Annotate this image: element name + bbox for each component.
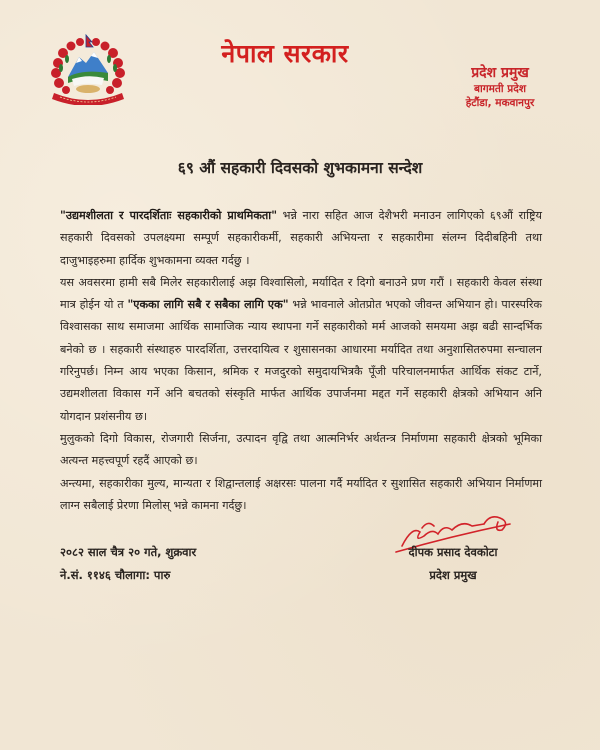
slogan-bold: "उद्यमशीलता र पारदर्शिताः सहकारीको प्राथमिकता" — [60, 209, 278, 222]
paragraph-2 — [60, 272, 542, 428]
paragraph-text: मुलुकको दिगो विकास, रोजगारी सिर्जना, उत्पादन वृद्वि तथा आत्मनिर्भर अर्थतन्त्र निर्माणमा सहकारी क्षेत्रको भूमिका अत्यन्त महत्त्वपूर्ण रहदैं आएको छ। — [60, 431, 542, 468]
motto-bold: "एकका लागि सबै र सबैका लागि एक" — [127, 298, 289, 312]
paragraph-1 — [60, 205, 542, 272]
government-title: नेपाल सरकार — [221, 39, 349, 68]
paragraph-text: यस अवसरमा हामी सबै मिलेर सहकारीलाई अझ विश्वासिलो, मर्यादित र दिगो बनाउने प्रण गरौं । सहकारी केवल संस्था मात्र होईन यो त — [60, 275, 542, 312]
paragraph-text: भन्ने नारा सहित आज देशैभरी मनाउन लागिएको ६९औं राष्ट्रिय सहकारी दिवसको उपलक्ष्यमा सम्पूर्ण सहकारीकर्मी, सहकारी अभियन्ता र सहकारीमा संलग्न दिदीबहिनी तथा दाजुभाइहरुमा हार्दिक शुभकामना व्यक्त गर्दछु । — [60, 209, 542, 267]
nepal-emblem-icon — [46, 33, 130, 105]
signer-name: दीपक प्रसाद देवकोटा — [408, 545, 498, 559]
office-letterhead — [430, 64, 570, 110]
signer-block — [388, 541, 518, 587]
office-province: बागमती प्रदेश — [474, 83, 526, 95]
paragraph-3 — [60, 428, 542, 473]
signer-title: प्रदेश प्रमुख — [429, 568, 477, 582]
document-title: ६९ औं सहकारी दिवसको शुभकामना सन्देश — [177, 159, 423, 177]
paragraph-text: भन्ने भावनाले ओतप्रोत भएको जीवन्त अभियान हो। पारस्परिक विश्वासका साथ समाजमा आर्थिक सामाजिक न्याय स्थापना गर्ने सहकारीको मर्म आजको समयमा अझ बढी सान्दर्भिक बनेको छ । सहकारी संस्थाहरु पारदर्शिता, उत्तरदायित्व र शुसासनका आधारमा मर्यादित तथा अनुशासितरुपमा सन्चालन गरिनुपर्छ। निम्न आय भएका किसान, श्रमिक र मजदुरको समुदायभित्रकै पूँजी परिचालनमार्फत आर्थिक संकट टार्ने, उद्यमशीलता विकास गर्ने अनि बचतको संस्कृति मार्फत आर्थिक उपार्जनमा मद्दत गर्ने सहकारी क्षेत्रको अभियान अनि योगदान प्रशंसनीय छ। — [60, 298, 543, 423]
date-block — [60, 541, 196, 587]
message-body — [60, 205, 542, 517]
date-nepal-sambat: ने.सं. ११४६ चौलागा: पारु — [60, 568, 171, 582]
paragraph-text: अन्त्यमा, सहकारीका मुल्य, मान्यता र शिद्वान्तलाई अक्षरसः पालना गर्दै मर्यादित र सुशासित सहकारी अभियान निर्माणमा लाग्न सबैलाई प्रेरणा मिलोस् भन्ने कामना गर्दछु। — [60, 476, 542, 512]
date-bikram-sambat: २०८२ साल चैत्र २० गते, शुक्रवार — [60, 545, 197, 559]
office-location: हेटौंडा, मकवानपुर — [465, 97, 535, 109]
office-title: प्रदेश प्रमुख — [471, 65, 529, 81]
